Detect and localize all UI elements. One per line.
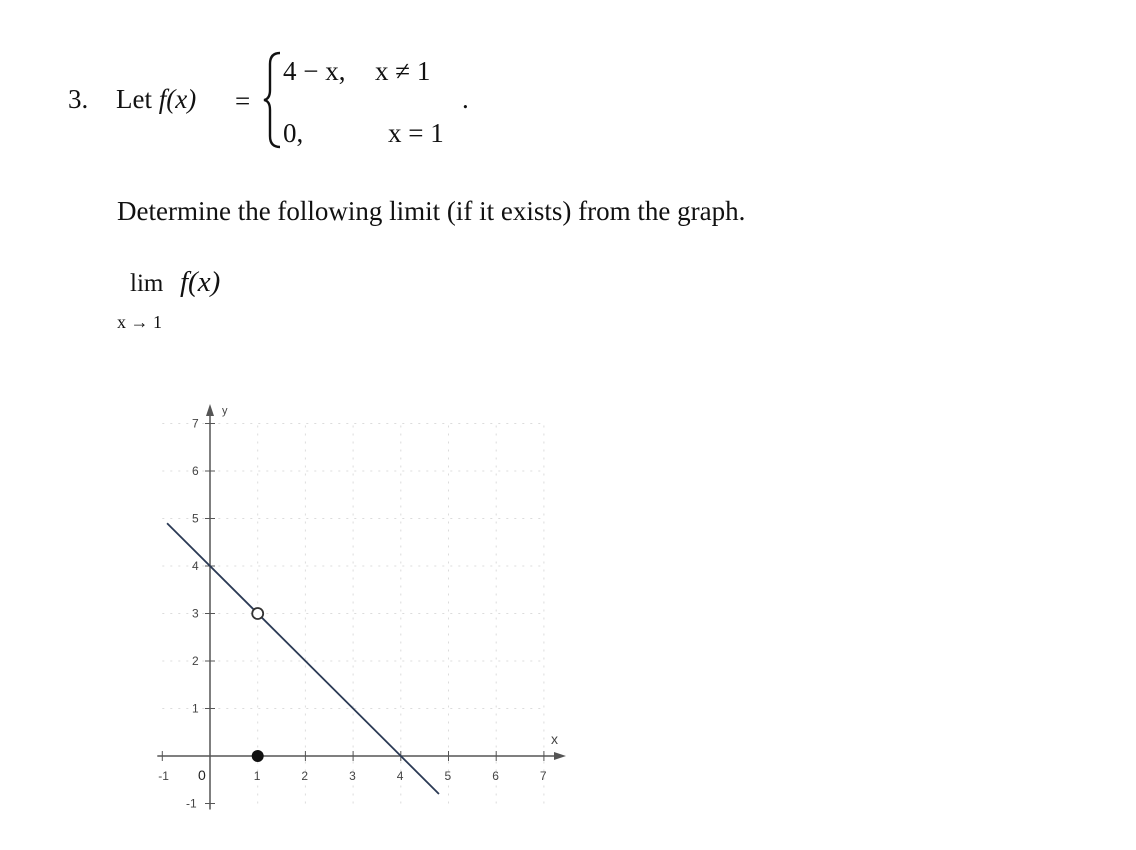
x-tick-label: 2 (301, 769, 309, 783)
y-tick-label: 7 (192, 416, 199, 431)
y-tick-label: 4 (192, 559, 199, 573)
instruction-text: Determine the following limit (if it exists) from the graph. (117, 196, 746, 226)
case-2-expression: 0, (283, 118, 304, 148)
grid (162, 424, 544, 804)
x-tick-label: 5 (444, 769, 452, 783)
y-tick-label: 1 (192, 701, 199, 716)
x-tick-label: 1 (253, 769, 261, 783)
axes (157, 404, 566, 810)
let-word: Let (116, 84, 152, 114)
x-tick-label: 0 (198, 767, 206, 783)
open-point (252, 608, 263, 619)
tick-labels (158, 405, 558, 811)
series (167, 523, 439, 794)
y-tick-label: -1 (186, 796, 197, 811)
y-tick-label: 6 (192, 464, 199, 478)
limit-subscript: x → 1 (117, 312, 162, 332)
problem-number: 3. (68, 84, 89, 114)
function-expression: f(x) (158, 84, 197, 114)
x-tick-label: 4 (396, 769, 404, 783)
series-line (167, 523, 439, 794)
closed-point (252, 750, 264, 762)
statement-period: . (462, 84, 469, 114)
y-tick-label: 5 (192, 511, 199, 526)
y-tick-label: 3 (192, 606, 199, 621)
x-tick-label: -1 (158, 769, 169, 783)
x-tick-label: 6 (492, 769, 499, 783)
limit-lim: lim (130, 270, 164, 297)
x-tick-label: 3 (349, 769, 356, 783)
case-2-condition: x = 1 (388, 118, 444, 148)
y-axis-label: y (222, 405, 228, 417)
equals-sign: = (235, 86, 251, 116)
y-axis-arrow (206, 404, 214, 416)
x-tick-label: 7 (539, 769, 547, 783)
limit-function: f(x) (180, 266, 221, 298)
case-1-condition: x ≠ 1 (375, 56, 431, 86)
x-axis-arrow (554, 752, 566, 760)
x-axis-label: x (551, 731, 558, 747)
y-tick-label: 2 (192, 654, 199, 668)
case-1-expression: 4 − x, (283, 56, 346, 86)
